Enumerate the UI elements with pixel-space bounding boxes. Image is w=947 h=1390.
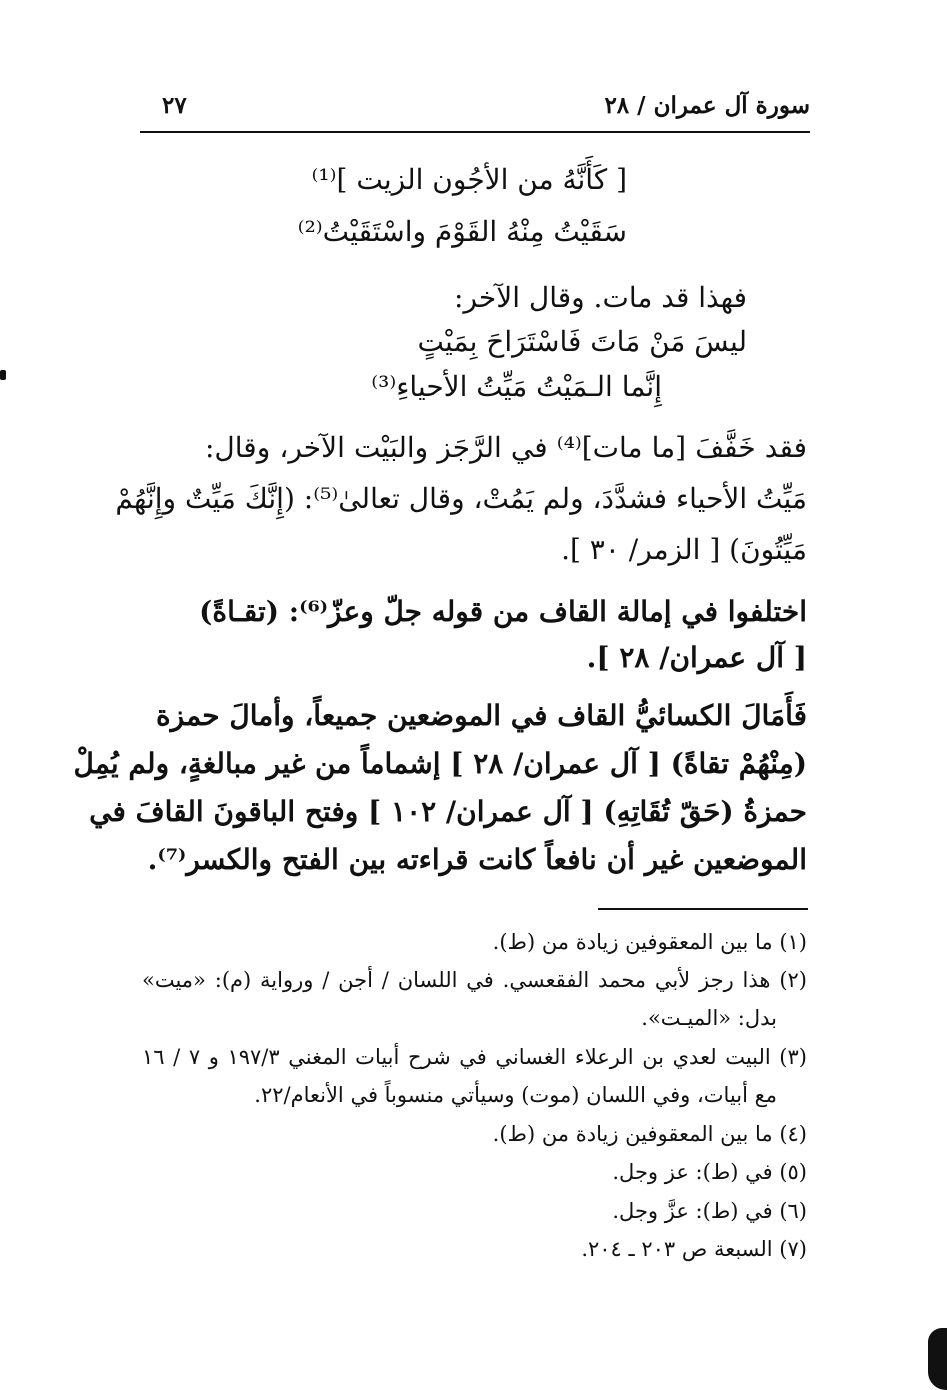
verse1-line1: [ كَأَنَّهُ من الأجُون الزيت ]⁽¹⁾: [311, 163, 627, 196]
para1-line1: فقد خَفَّفَ [ما مات]⁽⁴⁾ في الرَّجَز والبَيْت الآخر، وقال:: [205, 431, 807, 464]
footnote-3-continued: مع أبيات، وفي اللسان (موت) وسيأتي منسوباً في الأنعام/٢٢.: [254, 1083, 777, 1107]
footnote-6: (٦) في (ط): عزَّ وجل.: [612, 1199, 807, 1223]
verse2-line2: إِنَّما الـمَيْتُ مَيِّتُ الأحياءِ⁽³⁾: [371, 370, 662, 403]
para3-line3: حمزةُ (حَقّ تُقَاتِهِ) [ آل عمران/ ١٠٢ ] وفتح الباقونَ القافَ في: [89, 795, 807, 828]
margin-mark: [0, 370, 6, 380]
para1-line3: مَيِّتُونَ) [ الزمر/ ٣٠ ].: [561, 533, 807, 566]
para1-line2: مَيِّتُ الأحياء فشدَّدَ، ولم يَمُتْ، وقال تعالىٰ⁽⁵⁾: (إِنَّكَ مَيِّتٌ وإِنَّهُمْ: [115, 482, 807, 515]
para2-line1: اختلفوا في إمالة القاف من قوله جلّ وعزّ⁽⁶⁾: (تقـاةً): [199, 595, 807, 628]
running-header: [140, 92, 810, 128]
footnote-4: (٤) ما بين المعقوفين زيادة من (ط).: [492, 1122, 807, 1146]
scan-edge-mark: [928, 1328, 947, 1390]
footnote-2-continued: بدل: «الميـت».: [641, 1006, 777, 1030]
footnote-1: (١) ما بين المعقوفين زيادة من (ط).: [492, 930, 807, 954]
footnote-rule: [598, 908, 808, 910]
verse1-line2: سَقَيْتُ مِنْهُ القَوْمَ واسْتَقَيْتُ⁽²⁾: [297, 215, 627, 248]
header-rule: [140, 131, 810, 133]
footnote-5: (٥) في (ط): عز وجل.: [612, 1160, 807, 1184]
para2-line2: [ آل عمران/ ٢٨ ].: [586, 641, 807, 674]
footnote-7: (٧) السبعة ص ٢٠٣ ـ ٢٠٤.: [581, 1237, 807, 1261]
para3-line4: الموضعين غير أن نافعاً كانت قراءته بين الفتح والكسر⁽⁷⁾.: [147, 843, 807, 876]
page-number: ٢٧: [162, 92, 187, 119]
para3-line2: (مِنْهُمْ تقاةً) [ آل عمران/ ٢٨ ] إشماماً من غير مبالغةٍ، ولم يُمِلْ: [73, 747, 807, 780]
intro-line: فهذا قد مات. وقال الآخر:: [454, 281, 747, 314]
surah-title: سورة آل عمران / ٢٨: [604, 92, 810, 119]
verse2-line1: ليسَ مَنْ مَاتَ فَاسْتَرَاحَ بِمَيْتٍ: [417, 325, 747, 358]
footnote-3: (٣) البيت لعدي بن الرعلاء الغساني في شرح أبيات المغني ١٩٧/٣ و ٧ / ١٦: [142, 1045, 807, 1069]
para3-line1: فَأَمَالَ الكسائيُّ القاف في الموضعين جميعاً، وأمالَ حمزة: [155, 699, 807, 732]
footnote-2: (٢) هذا رجز لأبي محمد الفقعسي. في اللسان / أجن / ورواية (م): «ميت»: [142, 968, 807, 992]
